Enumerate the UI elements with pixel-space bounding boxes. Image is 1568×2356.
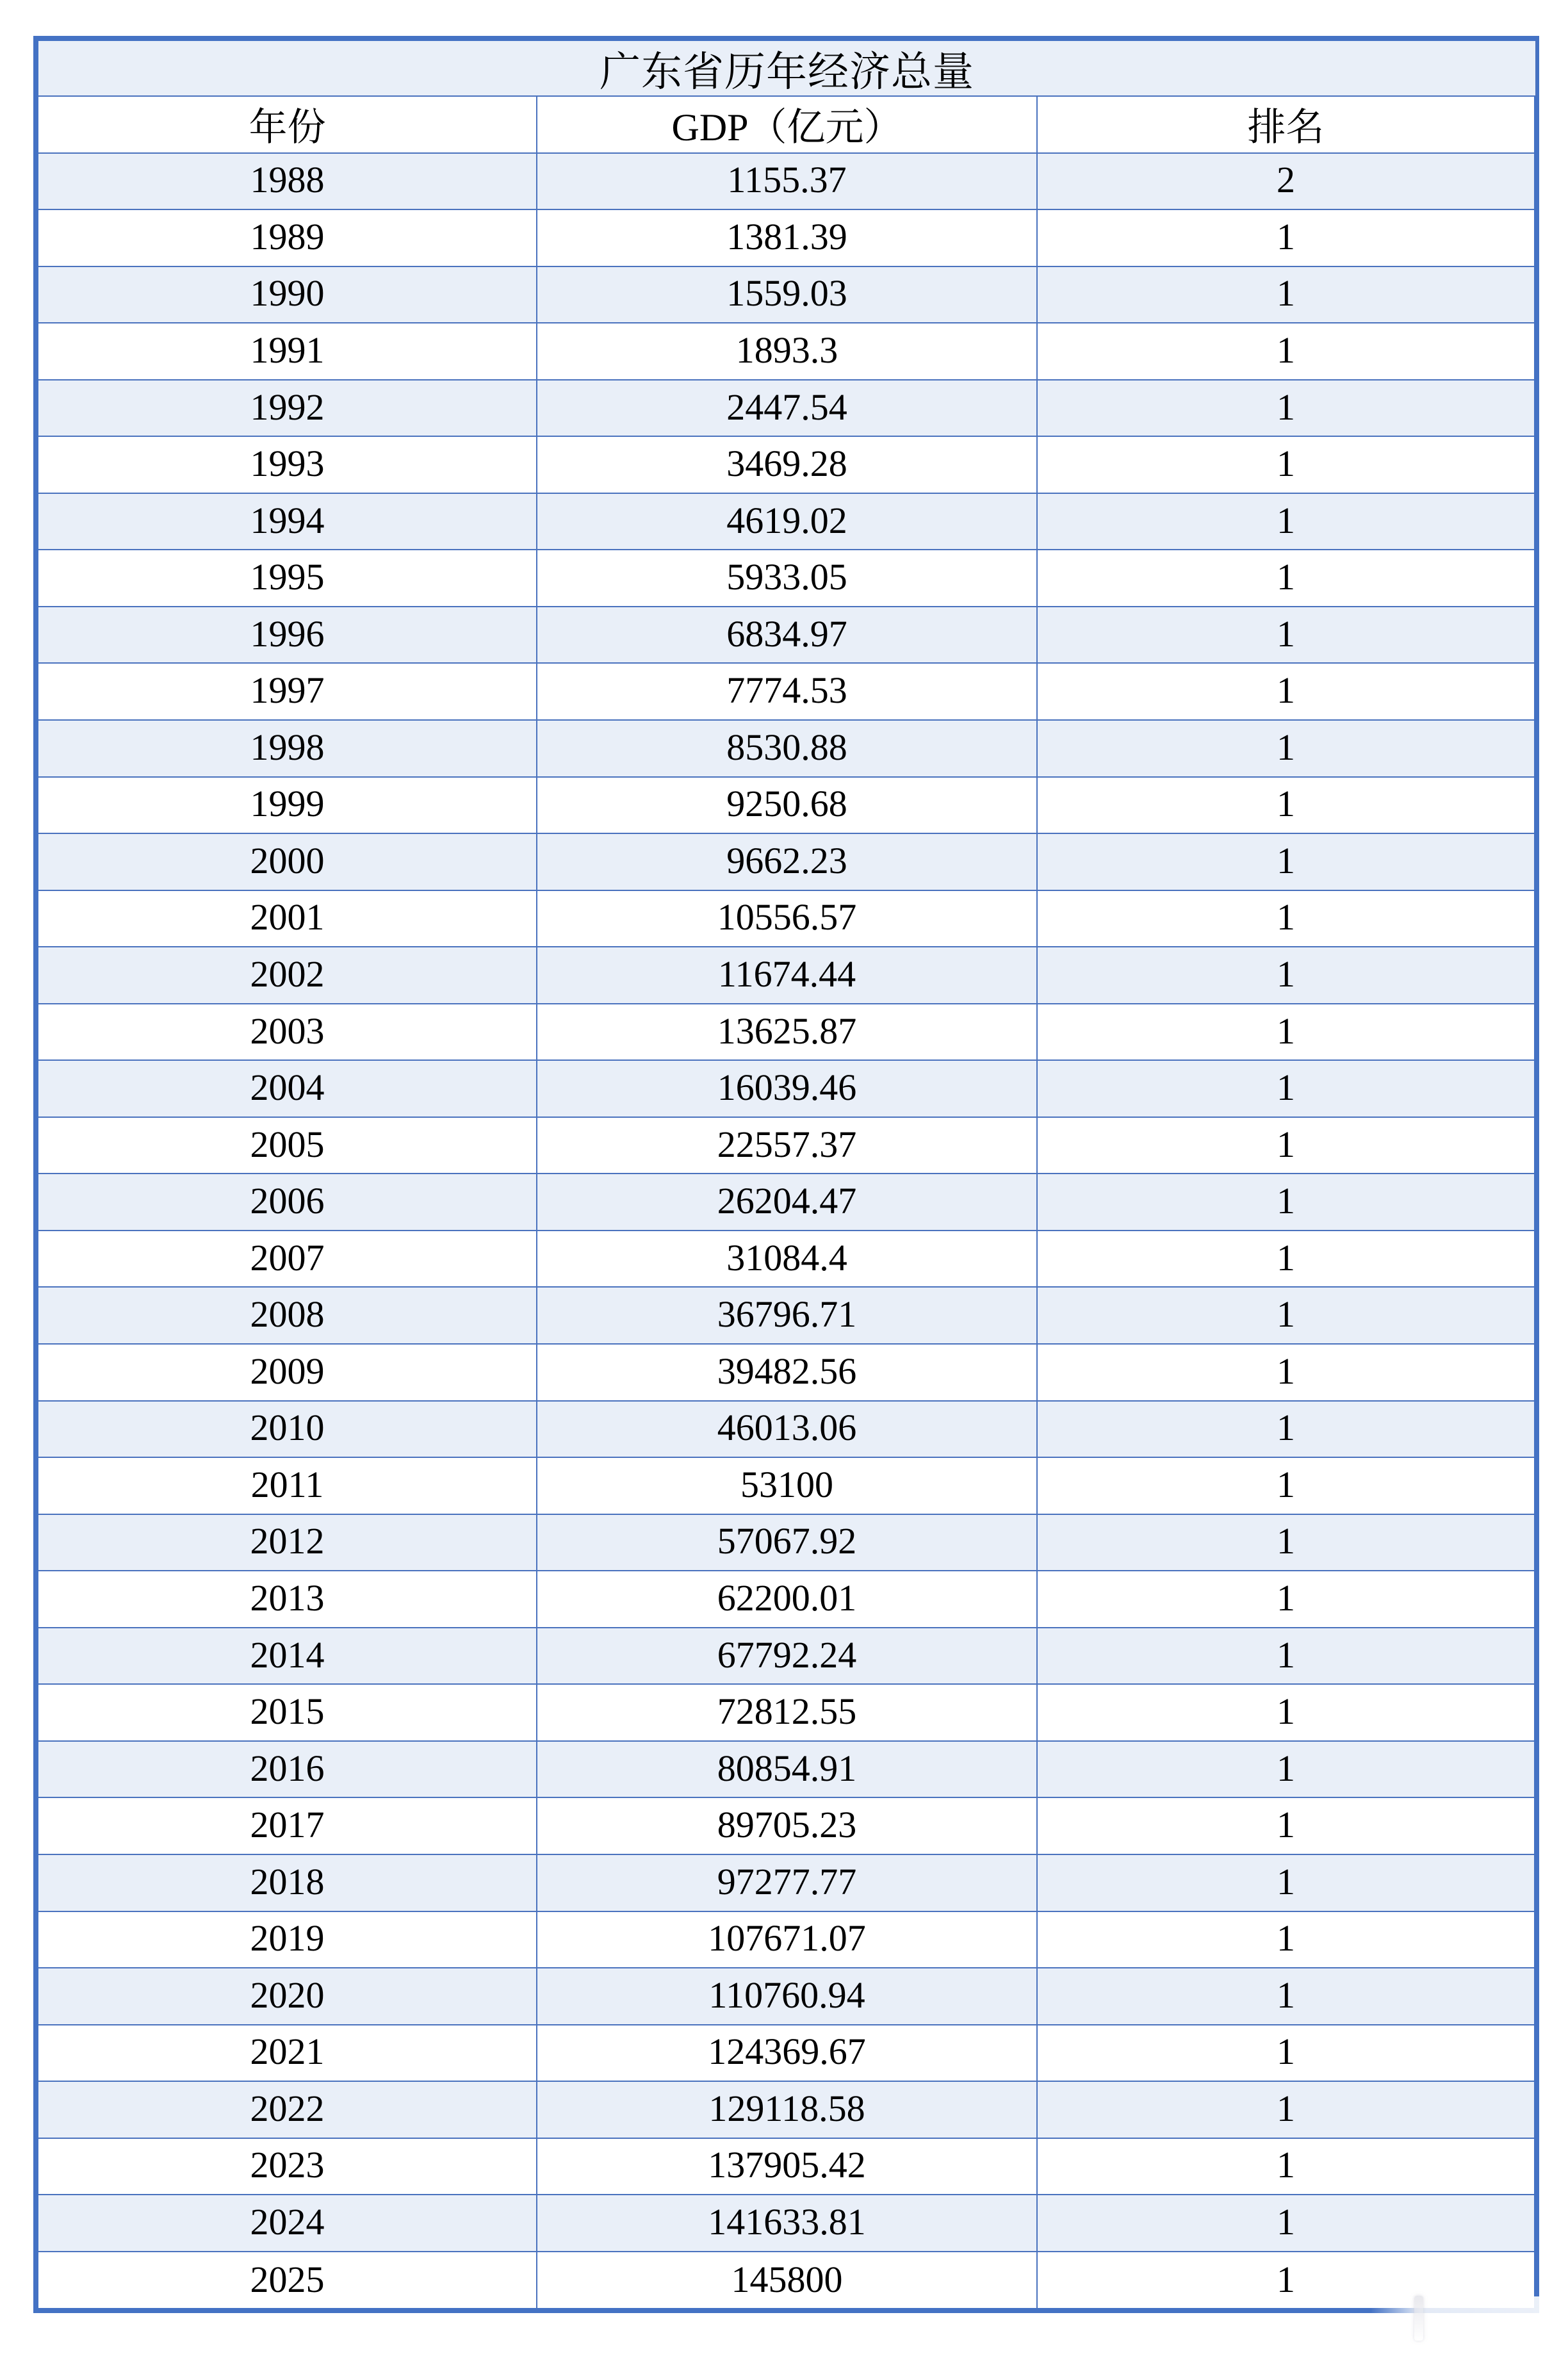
cell-year: 1990 xyxy=(250,272,325,315)
table-row xyxy=(38,721,1534,778)
cell-rank: 1 xyxy=(1036,664,1534,719)
cell-year: 2017 xyxy=(250,1804,325,1846)
cell-gdp: 3469.28 xyxy=(536,437,1036,493)
cell-gdp: 9662.23 xyxy=(536,834,1036,890)
table-row xyxy=(38,1118,1534,1175)
table-row xyxy=(38,1345,1534,1402)
cell-year: 2023 xyxy=(250,2144,325,2186)
cell-gdp: 137905.42 xyxy=(536,2139,1036,2195)
cell-year: 1997 xyxy=(250,669,325,712)
cell-gdp: 1381.39 xyxy=(536,210,1036,266)
cell-rank: 1 xyxy=(1036,1912,1534,1968)
cell-gdp: 7774.53 xyxy=(536,664,1036,719)
cell-year: 2002 xyxy=(250,953,325,995)
cell-year: 2005 xyxy=(250,1123,325,1165)
cell-rank: 1 xyxy=(1036,1288,1534,1343)
table-row xyxy=(38,1968,1534,2025)
cell-gdp: 89705.23 xyxy=(536,1798,1036,1854)
table-row xyxy=(38,2025,1534,2082)
table-row xyxy=(38,494,1534,551)
table-row xyxy=(38,323,1534,380)
cell-rank: 1 xyxy=(1036,1231,1534,1287)
cell-gdp: 1155.37 xyxy=(536,154,1036,209)
cell-year: 2004 xyxy=(250,1067,325,1109)
cell-year: 2000 xyxy=(250,839,325,881)
cell-rank: 1 xyxy=(1036,1402,1534,1457)
cell-year: 2009 xyxy=(250,1350,325,1392)
table-row xyxy=(38,1061,1534,1118)
cell-year: 1998 xyxy=(250,726,325,768)
cell-gdp: 36796.71 xyxy=(536,1288,1036,1343)
cell-rank: 1 xyxy=(1036,1628,1534,1684)
cell-year: 2022 xyxy=(250,2087,325,2129)
table-row xyxy=(38,1402,1534,1459)
table-row xyxy=(38,1571,1534,1628)
cell-rank: 1 xyxy=(1036,1118,1534,1174)
cell-rank: 1 xyxy=(1036,1345,1534,1400)
table-row xyxy=(38,1515,1534,1572)
cell-rank: 1 xyxy=(1036,1798,1534,1854)
cell-rank: 1 xyxy=(1036,210,1534,266)
cell-year: 1996 xyxy=(250,612,325,655)
cell-gdp: 13625.87 xyxy=(536,1004,1036,1060)
cell-gdp: 8530.88 xyxy=(536,721,1036,776)
cell-rank: 1 xyxy=(1036,1685,1534,1740)
cell-gdp: 6834.97 xyxy=(536,607,1036,663)
cell-gdp: 22557.37 xyxy=(536,1118,1036,1174)
cell-rank: 1 xyxy=(1036,2082,1534,2138)
cell-gdp: 4619.02 xyxy=(536,494,1036,550)
cell-year: 2010 xyxy=(250,1407,325,1449)
table-row xyxy=(38,834,1534,891)
table-row xyxy=(38,778,1534,835)
cell-rank: 1 xyxy=(1036,834,1534,890)
cell-rank: 1 xyxy=(1036,778,1534,833)
cell-gdp: 129118.58 xyxy=(536,2082,1036,2138)
cell-gdp: 5933.05 xyxy=(536,550,1036,606)
cell-year: 2006 xyxy=(250,1180,325,1222)
table-row xyxy=(38,380,1534,438)
column-header-year: 年份 xyxy=(249,106,326,149)
cell-gdp: 2447.54 xyxy=(536,380,1036,436)
table-row xyxy=(38,2195,1534,2252)
table-row xyxy=(38,267,1534,324)
table-row xyxy=(38,1231,1534,1288)
cell-year: 2016 xyxy=(250,1747,325,1789)
cell-rank: 2 xyxy=(1036,154,1534,209)
column-header-rank: 排名 xyxy=(1036,97,1534,154)
cell-rank: 1 xyxy=(1036,1571,1534,1627)
cell-rank: 1 xyxy=(1036,2139,1534,2195)
cell-gdp: 53100 xyxy=(536,1458,1036,1514)
cell-gdp: 145800 xyxy=(536,2252,1036,2309)
cell-rank: 1 xyxy=(1036,891,1534,947)
cell-rank: 1 xyxy=(1036,267,1534,323)
cell-gdp: 11674.44 xyxy=(536,947,1036,1003)
table-title: 广东省历年经济总量 xyxy=(38,41,1537,97)
column-header-gdp: GDP（亿元） xyxy=(536,97,1036,154)
cell-year: 1992 xyxy=(250,386,325,428)
cell-year: 2025 xyxy=(250,2258,325,2300)
table-row xyxy=(38,1458,1534,1515)
table-row xyxy=(38,1855,1534,1912)
table-row xyxy=(38,550,1534,607)
cell-gdp: 110760.94 xyxy=(536,1968,1036,2024)
cell-gdp: 10556.57 xyxy=(536,891,1036,947)
cell-year: 2015 xyxy=(250,1690,325,1733)
cell-rank: 1 xyxy=(1036,2195,1534,2251)
cell-rank: 1 xyxy=(1036,1515,1534,1571)
cell-gdp: 72812.55 xyxy=(536,1685,1036,1740)
cell-gdp: 67792.24 xyxy=(536,1628,1036,1684)
cell-rank: 1 xyxy=(1036,1855,1534,1911)
cell-gdp: 16039.46 xyxy=(536,1061,1036,1117)
cell-year: 2014 xyxy=(250,1633,325,1676)
cell-rank: 1 xyxy=(1036,2252,1534,2309)
cell-year: 1991 xyxy=(250,329,325,371)
cell-rank: 1 xyxy=(1036,1004,1534,1060)
cell-gdp: 97277.77 xyxy=(536,1855,1036,1911)
cell-gdp: 26204.47 xyxy=(536,1174,1036,1230)
cell-year: 2018 xyxy=(250,1860,325,1902)
cell-rank: 1 xyxy=(1036,1968,1534,2024)
cell-rank: 1 xyxy=(1036,2025,1534,2081)
cell-gdp: 141633.81 xyxy=(536,2195,1036,2251)
table-row xyxy=(38,210,1534,267)
table-row xyxy=(38,1798,1534,1855)
cell-year: 2021 xyxy=(250,2031,325,2073)
cell-year: 1999 xyxy=(250,783,325,825)
cell-gdp: 57067.92 xyxy=(536,1515,1036,1571)
cell-gdp: 31084.4 xyxy=(536,1231,1036,1287)
cell-year: 1989 xyxy=(250,215,325,258)
cell-year: 1993 xyxy=(250,443,325,485)
table-grid xyxy=(38,97,1534,2309)
cell-year: 2007 xyxy=(250,1236,325,1279)
cell-gdp: 80854.91 xyxy=(536,1742,1036,1797)
table-row xyxy=(38,891,1534,948)
table-row xyxy=(38,1174,1534,1231)
cell-year: 1995 xyxy=(250,556,325,598)
cell-rank: 1 xyxy=(1036,607,1534,663)
cell-year: 1994 xyxy=(250,499,325,541)
table-row xyxy=(38,664,1534,721)
cell-year: 2011 xyxy=(250,1463,324,1505)
cell-year: 2013 xyxy=(250,1576,325,1619)
cell-gdp: 1559.03 xyxy=(536,267,1036,323)
cell-year: 2019 xyxy=(250,1917,325,1959)
gdp-table xyxy=(33,36,1539,2313)
table-row xyxy=(38,1004,1534,1061)
table-row xyxy=(38,947,1534,1004)
cell-gdp: 39482.56 xyxy=(536,1345,1036,1400)
cell-year: 2003 xyxy=(250,1010,325,1052)
cell-year: 2001 xyxy=(250,896,325,938)
cell-rank: 1 xyxy=(1036,721,1534,776)
cell-year: 2024 xyxy=(250,2201,325,2243)
cell-rank: 1 xyxy=(1036,437,1534,493)
table-row xyxy=(38,2082,1534,2139)
cell-year: 2020 xyxy=(250,1974,325,2016)
table-row xyxy=(38,607,1534,664)
cell-year: 2008 xyxy=(250,1293,325,1336)
cell-rank: 1 xyxy=(1036,1458,1534,1514)
table-row xyxy=(38,1685,1534,1742)
table-header-row xyxy=(38,97,1534,154)
cell-rank: 1 xyxy=(1036,380,1534,436)
cell-rank: 1 xyxy=(1036,947,1534,1003)
table-row xyxy=(38,1742,1534,1799)
table-row xyxy=(38,2139,1534,2196)
cell-rank: 1 xyxy=(1036,550,1534,606)
table-row xyxy=(38,154,1534,211)
cell-gdp: 1893.3 xyxy=(536,323,1036,379)
table-row xyxy=(38,1912,1534,1969)
cell-rank: 1 xyxy=(1036,323,1534,379)
cell-gdp: 62200.01 xyxy=(536,1571,1036,1627)
cell-gdp: 46013.06 xyxy=(536,1402,1036,1457)
cell-rank: 1 xyxy=(1036,1742,1534,1797)
cell-year: 1988 xyxy=(250,159,325,201)
cell-gdp: 9250.68 xyxy=(536,778,1036,833)
cell-gdp: 124369.67 xyxy=(536,2025,1036,2081)
table-row xyxy=(38,1288,1534,1345)
cell-rank: 1 xyxy=(1036,1174,1534,1230)
table-row xyxy=(38,1628,1534,1685)
cell-rank: 1 xyxy=(1036,494,1534,550)
table-row xyxy=(38,2252,1534,2309)
cell-year: 2012 xyxy=(250,1520,325,1562)
cell-gdp: 107671.07 xyxy=(536,1912,1036,1968)
cell-rank: 1 xyxy=(1036,1061,1534,1117)
table-row xyxy=(38,437,1534,494)
